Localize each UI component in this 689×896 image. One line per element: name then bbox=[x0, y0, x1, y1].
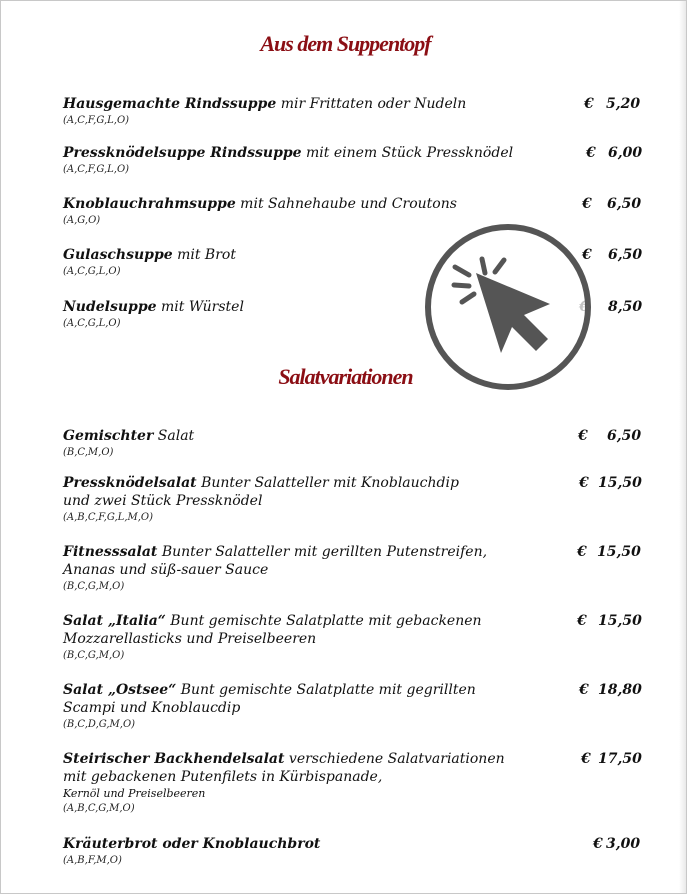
item-allergens: (A,G,O) bbox=[63, 215, 101, 226]
item-desc: mit Brot bbox=[172, 247, 236, 263]
item-name: Salat „Ostsee“ bbox=[63, 682, 177, 698]
item-name: Steirischer Backhendelsalat bbox=[63, 751, 285, 767]
item-price: 6,00 bbox=[608, 145, 643, 161]
item-currency: € bbox=[586, 145, 596, 161]
item-name: Pressknödelsuppe Rindssuppe bbox=[63, 145, 302, 161]
item-name: Pressknödelsalat bbox=[63, 475, 197, 491]
item-price: 15,50 bbox=[597, 544, 641, 560]
item-currency: € bbox=[581, 751, 591, 767]
menu-item bbox=[63, 95, 643, 127]
item-name: Gulaschsuppe bbox=[63, 247, 173, 263]
item-note: Kernöl und Preiselbeeren bbox=[63, 787, 206, 800]
item-currency: € bbox=[593, 836, 603, 852]
item-allergens: (A,C,G,L,O) bbox=[63, 318, 121, 329]
item-allergens: (B,C,G,M,O) bbox=[63, 650, 125, 661]
menu-item bbox=[63, 612, 643, 662]
item-price: 17,50 bbox=[598, 751, 642, 767]
item-price: 15,50 bbox=[598, 475, 642, 491]
item-desc: mit Sahnehaube und Croutons bbox=[235, 196, 457, 212]
item-desc: Salat bbox=[153, 428, 195, 444]
item-price: 18,80 bbox=[598, 682, 642, 698]
item-allergens: (B,C,D,G,M,O) bbox=[63, 719, 136, 730]
item-name: Gemischter bbox=[63, 428, 154, 444]
item-desc: mit einem Stück Pressknödel bbox=[301, 145, 514, 161]
item-desc-line2: Scampi und Knoblaucdip bbox=[63, 700, 241, 716]
item-allergens: (A,B,C,G,M,O) bbox=[63, 803, 135, 814]
item-allergens: (A,C,F,G,L,O) bbox=[63, 164, 130, 175]
item-price: 6,50 bbox=[608, 247, 643, 263]
menu-item bbox=[63, 474, 643, 524]
menu-item bbox=[63, 835, 643, 867]
item-currency: € bbox=[577, 544, 587, 560]
item-desc-line2: Ananas und süß-sauer Sauce bbox=[63, 562, 269, 578]
item-currency: € bbox=[579, 475, 589, 491]
item-desc: mit Würstel bbox=[156, 299, 244, 315]
item-currency: € bbox=[582, 247, 592, 263]
item-name: Knoblauchrahmsuppe bbox=[63, 196, 236, 212]
item-desc: Bunt gemischte Salatplatte mit gegrillten bbox=[176, 682, 476, 698]
item-currency: € bbox=[578, 428, 588, 444]
item-currency: € bbox=[579, 682, 589, 698]
item-name: Kräuterbrot oder Knoblauchbrot bbox=[63, 836, 321, 852]
item-currency: € bbox=[584, 96, 594, 112]
menu-item bbox=[63, 750, 643, 815]
item-name: Nudelsuppe bbox=[63, 299, 157, 315]
menu-item bbox=[63, 681, 643, 731]
item-desc: Bunter Salatteller mit Knoblauchdip bbox=[196, 475, 459, 491]
item-price: 5,20 bbox=[606, 96, 641, 112]
menu-item bbox=[63, 427, 643, 459]
item-allergens: (A,C,G,L,O) bbox=[63, 266, 121, 277]
item-allergens: (A,B,C,F,G,L,M,O) bbox=[63, 512, 154, 523]
item-desc-line2: und zwei Stück Pressknödel bbox=[63, 493, 263, 509]
item-currency: € bbox=[582, 196, 592, 212]
item-allergens: (B,C,G,M,O) bbox=[63, 581, 125, 592]
item-desc-line2: Mozzarellasticks und Preiselbeeren bbox=[63, 631, 317, 647]
item-price: 15,50 bbox=[598, 613, 642, 629]
item-desc: mir Frittaten oder Nudeln bbox=[276, 96, 467, 112]
item-currency: € bbox=[577, 613, 587, 629]
item-desc: Bunt gemischte Salatplatte mit gebackenen bbox=[165, 613, 482, 629]
item-allergens: (A,B,F,M,O) bbox=[63, 855, 122, 866]
menu-item bbox=[63, 144, 643, 176]
item-name: Salat „Italia“ bbox=[63, 613, 166, 629]
item-price: 6,50 bbox=[607, 428, 642, 444]
item-name: Fitnesssalat bbox=[63, 544, 158, 560]
soups-title: Aus dem Suppentopf bbox=[260, 31, 431, 56]
item-price: 3,00 bbox=[606, 836, 641, 852]
menu-item bbox=[63, 543, 643, 593]
item-allergens: (B,C,M,O) bbox=[63, 447, 114, 458]
item-allergens: (A,C,F,G,L,O) bbox=[63, 115, 130, 126]
item-desc: Bunter Salatteller mit gerillten Putenstreifen, bbox=[157, 544, 488, 560]
click-cursor-icon[interactable] bbox=[424, 223, 592, 391]
item-price: 8,50 bbox=[608, 299, 643, 315]
item-desc-line2: mit gebackenen Putenfilets in Kürbispanade, bbox=[63, 769, 383, 785]
salads-title: Salatvariationen bbox=[278, 364, 413, 389]
item-name: Hausgemachte Rindssuppe bbox=[63, 96, 277, 112]
item-desc: verschiedene Salatvariationen bbox=[284, 751, 505, 767]
item-price: 6,50 bbox=[607, 196, 642, 212]
